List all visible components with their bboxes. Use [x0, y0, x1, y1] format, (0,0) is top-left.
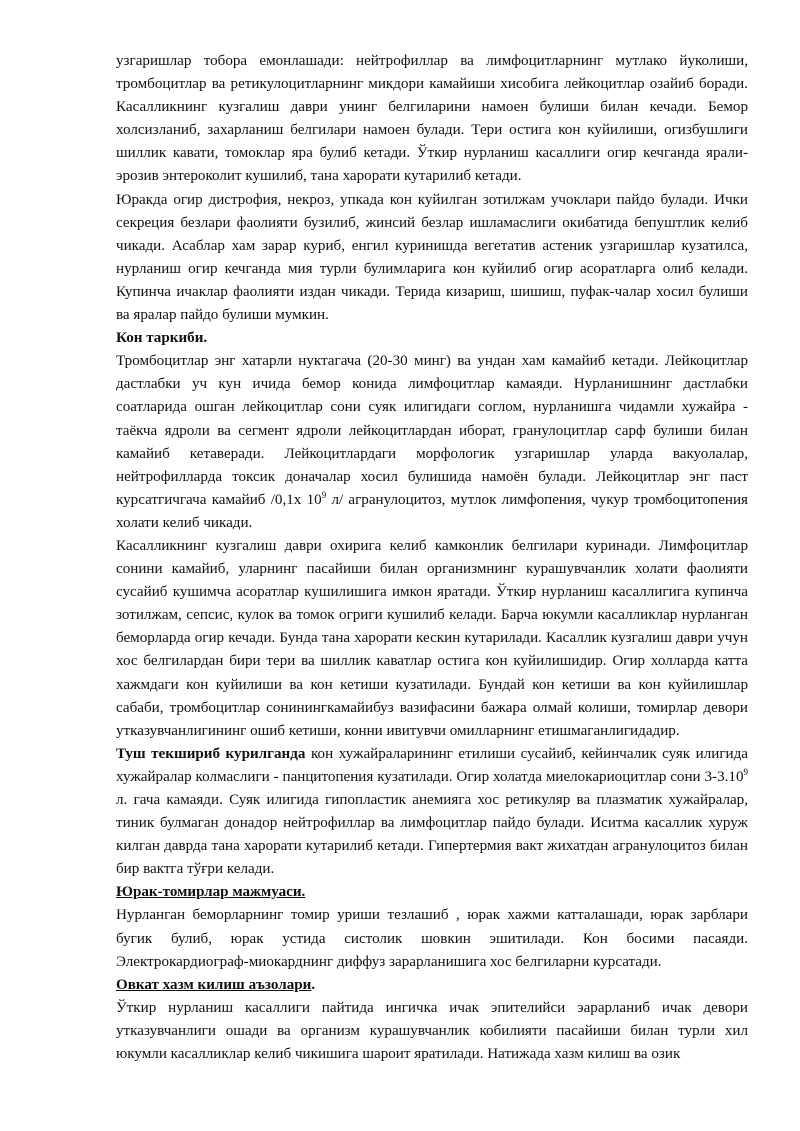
- paragraph-bone-marrow: [116, 743, 748, 882]
- bone-marrow-text-a: кон хужайраларининг етилиши сусайиб, кейинчалик суяк илигида хужайралар колмаслиги - панцитопения кузатилади. Огир холатда миелокариоцитлар сони 3-3.10: [116, 745, 748, 785]
- paragraph-blood-cells: [116, 350, 748, 535]
- exponent: 9: [743, 766, 748, 777]
- heading-digestive-text: Овкат хазм килиш аъзолари: [116, 976, 312, 993]
- heading-digestive-organs: [116, 974, 748, 997]
- bone-marrow-lead: Туш текшириб курилганда: [116, 745, 306, 762]
- blood-cells-text-a: Тромбоцитлар энг хатарли нуктагача (20-30 минг) ва ундан хам камайиб кетади. Лейкоцитлар дастлабки уч кун ичида бемор конида лимфоцитлар камаяди. Нурланишнинг дастлабки соатларида ошган лейкоцитлар сони суяк илигидаги соглом, нурланишга чидамли хужайра - таёкча ядроли ва сегмент ядроли лейкоцитлардан иборат, гранулоцитлар сарф булиши билан камайиб кетаверади. Лейкоцитлардаги морфологик узгаришлар уларда вакуолалар, нейтрофилларда токсик доначалар хосил булишида намоён булади. Лейкоцитлар энг паст курсатгичгача камайиб /0,1х 10: [116, 353, 748, 508]
- paragraph-cardiovascular: Нурланган беморларнинг томир уриши тезлашиб , юрак хажми катталашади, юрак зарблари бугик булиб, юрак устида систолик шовкин эшитилади. Кон босими пасаяди. Электрокардиограф-миокарднинг диффуз зарарланишига хос белгиларни курсатади.: [116, 907, 748, 970]
- heading-digestive-dot: .: [311, 976, 316, 993]
- paragraph-digestive: Ўткир нурланиш касаллиги пайтида ингичка ичак эпителийси эарарланиб ичак девори утказувчанлиги ошади ва организм курашувчанлик кобилияти пасайиши билан турли хил юкумли касалликлар келиб чикишига шароит яратилади. Натижада хазм килиш ва озик: [116, 999, 748, 1063]
- bone-marrow-text-b: л. гача камаяди. Суяк илигида гипопластик анемияга хос ретикуляр ва плазматик хужайралар, тиник булмаган донадор нейтрофиллар ва лимфоцитлар пайдо булади. Иситма касаллик хуруж килган даврда тана харорати кутарилиб кетади. Гипертермия вакт жихатдан агранулоцитоз билан бир вактга тўғри келади.: [116, 792, 748, 878]
- paragraph-progression: узгаришлар тобора емонлашади: нейтрофиллар ва лимфоцитларнинг мутлако йуколиши, тромбоцитлар ва ретикулоцитларнинг микдори камайиши хисобига лейкоцитлар озайиб боради. Касалликнинг кузгалиш даври унинг белгиларини намоен булиши билан кечади. Бемор холсизланиб, захарланиш белгилари намоен булади. Тери остига кон куйилиши, огизбушлиги шиллик кавати, томоклар яра булиб кетади. Ўткир нурланиш касаллиги огир кечганда ярали-эрозив энтероколит кушилиб, тана харорати кутарилиб кетади.: [116, 53, 748, 185]
- paragraph-organ-damage: Юракда огир дистрофия, некроз, упкада кон куйилган зотилжам учоклари пайдо булади. Ички секреция безлари фаолияти бузилиб, жинсий безлар ишламаслиги окибатида бепуштлик келиб чикади. Асаблар хам зарар куриб, енгил куринишда вегетатив астеник узгаришлар кузатилса, нурланиш огир кечганда мия турли булимларига кон куйилиб огир асоратларга олиб келади. Купинча ичаклар фаолияти издан чикади. Терида кизариш, шишиш, пуфак-чалар хосил булиши ва яралар пайдо булиши мумкин.: [116, 191, 748, 324]
- heading-cardiovascular: Юрак-томирлар мажмуаси.: [116, 884, 306, 901]
- blood-cells-text-b: л/ агранулоцитоз, мутлок лимфопения, чукур тромбоцитопения холати келиб чикади.: [116, 491, 748, 531]
- heading-blood-composition: Кон таркиби.: [116, 330, 208, 347]
- paragraph-anemia-signs: Касалликнинг кузгалиш даври охирига келиб камконлик белгилари куринади. Лимфоцитлар сонини камайиб, уларнинг пасайиши билан организмнинг курашувчанлик холати фаолияти сусайиб кушимча асоратлар кушилишига имкон яратади. Ўткир нурланиш касаллигига купинча зотилжам, сепсис, кулок ва томок огриги кушилиб келади. Барча юкумли касалликлар нурланган беморларда огир кечади. Бунда тана харорати кескин кутарилади. Касаллик кузгалиш даври учун хос белгилардан бири тери ва шиллик каватлар остига кон куйилишидир. Огир холларда катта хажмдаги кон куйилиши ва кон кетиши кузатилади. Бундай кон кетиши ва кон куйилишлар сабаби, тромбоцитлар сонинингкамайибуз вазифасини бажара олмай колиши, томирлар девори утказувчанлигининг ошиб кетиши, конни ивитувчи омилларнинг етишмаганлигидадир.: [116, 537, 748, 739]
- exponent: 9: [321, 489, 327, 500]
